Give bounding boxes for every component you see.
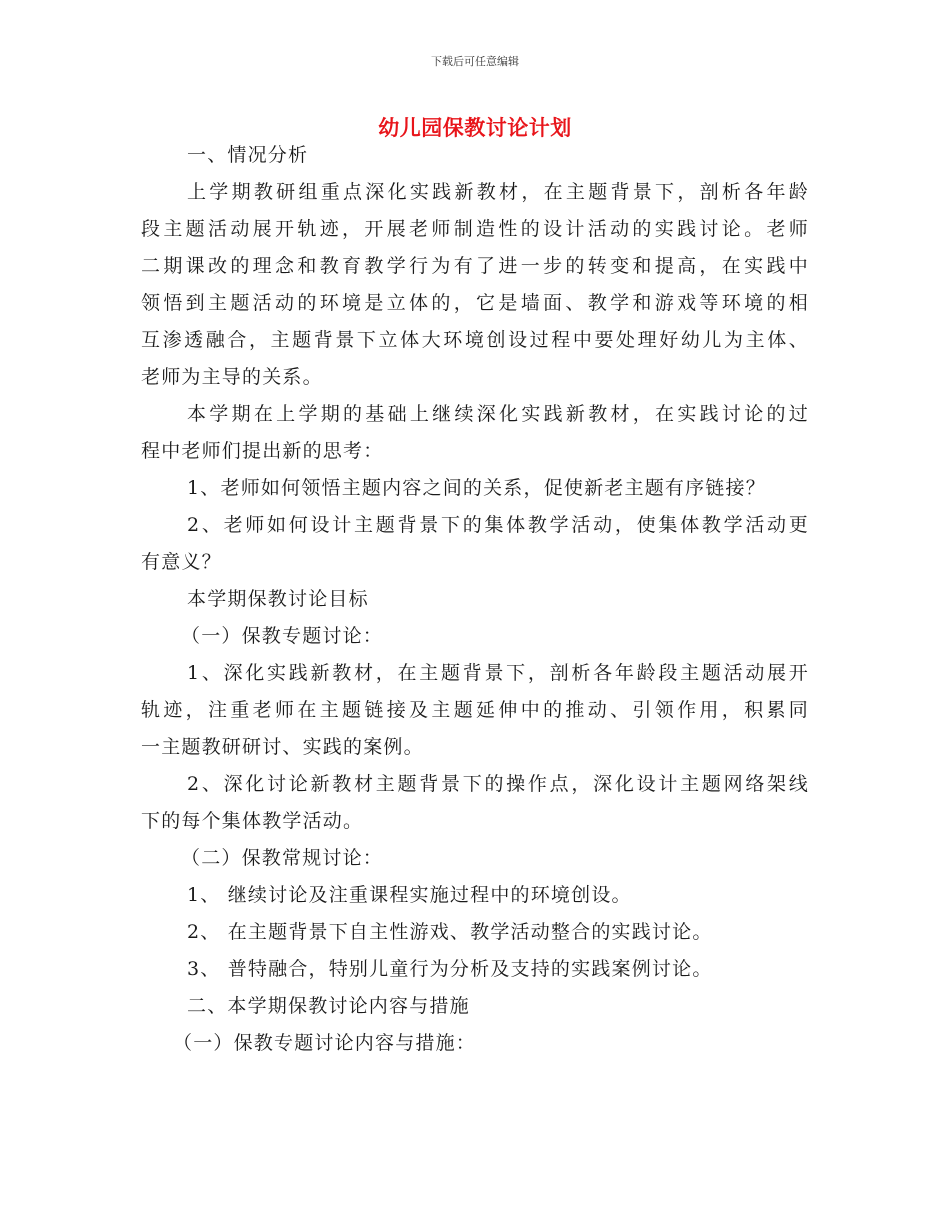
question-item: 1、老师如何领悟主题内容之间的关系，促使新老主题有序链接？ bbox=[187, 477, 766, 499]
goal-item: 一主题教研研讨、实践的案例。 bbox=[141, 736, 424, 758]
goal-item: 轨迹，注重老师在主题链接及主题延伸中的推动、引领作用，积累同 bbox=[141, 699, 809, 721]
goal-item: 2、深化讨论新教材主题背景下的操作点，深化设计主题网络架线 bbox=[187, 773, 809, 795]
goal-item: 1、深化实践新教材，在主题背景下，剖析各年龄段主题活动展开 bbox=[187, 662, 809, 684]
paragraph-line: 互渗透融合，主题背景下立体大环境创设过程中要处理好幼儿为主体、 bbox=[141, 329, 809, 351]
subheading: （一）保教专题讨论： bbox=[181, 625, 384, 647]
question-item: 2、老师如何设计主题背景下的集体教学活动，使集体教学活动更 bbox=[187, 514, 809, 536]
section-heading-1: 一、情况分析 bbox=[187, 144, 309, 166]
paragraph-line: 领悟到主题活动的环境是立体的，它是墙面、教学和游戏等环境的相 bbox=[141, 292, 809, 314]
section-heading-2: 二、本学期保教讨论内容与措施 bbox=[187, 995, 470, 1017]
document-title: 幼儿园保教讨论计划 bbox=[378, 116, 572, 140]
subheading: （二）保教常规讨论： bbox=[181, 847, 384, 869]
goal-heading: 本学期保教讨论目标 bbox=[187, 588, 369, 610]
routine-item: 3、 普特融合，特别儿童行为分析及支持的实践案例讨论。 bbox=[187, 958, 713, 980]
paragraph-line: 程中老师们提出新的思考： bbox=[141, 440, 384, 462]
routine-item: 1、 继续讨论及注重课程实施过程中的环境创设。 bbox=[187, 884, 632, 906]
question-item: 有意义？ bbox=[141, 551, 222, 573]
routine-item: 2、 在主题背景下自主性游戏、教学活动整合的实践讨论。 bbox=[187, 921, 713, 943]
subheading: （一）保教专题讨论内容与措施： bbox=[173, 1032, 477, 1054]
paragraph-line: 二期课改的理念和教育教学行为有了进一步的转变和提高，在实践中 bbox=[141, 255, 809, 277]
paragraph-line: 本学期在上学期的基础上继续深化实践新教材，在实践讨论的过 bbox=[187, 403, 809, 425]
header-note: 下载后可任意编辑 bbox=[431, 55, 519, 68]
goal-item: 下的每个集体教学活动。 bbox=[141, 810, 364, 832]
paragraph-line: 老师为主导的关系。 bbox=[141, 366, 323, 388]
paragraph-line: 上学期教研组重点深化实践新教材，在主题背景下，剖析各年龄 bbox=[187, 181, 809, 203]
document-body bbox=[141, 137, 809, 1062]
paragraph-line: 段主题活动展开轨迹，开展老师制造性的设计活动的实践讨论。老师 bbox=[141, 218, 809, 240]
